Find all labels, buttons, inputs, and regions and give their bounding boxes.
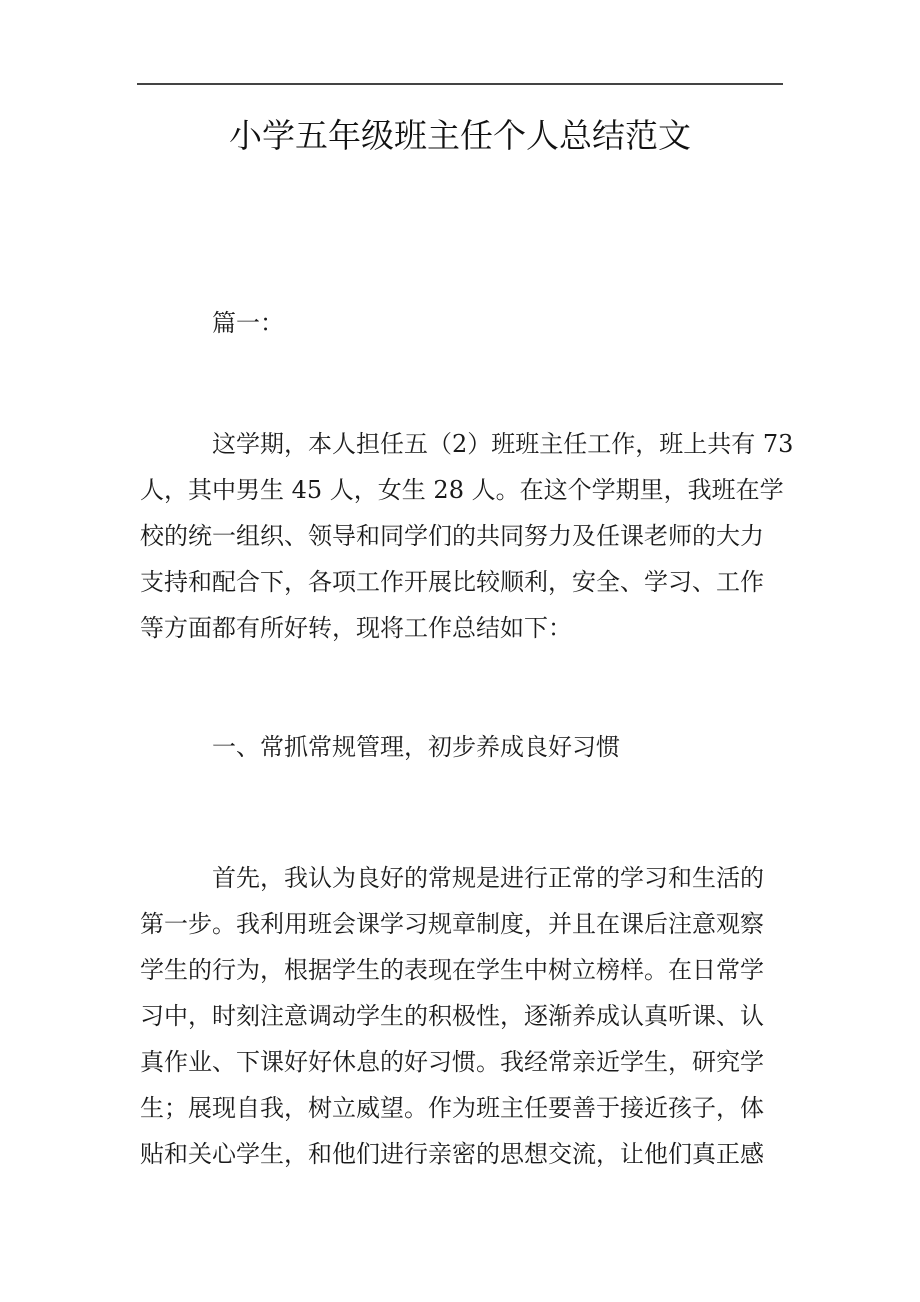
paragraph-line: 贴和关心学生，和他们进行亲密的思想交流，让他们真正感 [140, 1140, 764, 1168]
paragraph-line: 这学期，本人担任五（2）班班主任工作，班上共有 73 [212, 430, 794, 458]
paragraph-line: 真作业、下课好好休息的好习惯。我经常亲近学生，研究学 [140, 1048, 764, 1076]
paragraph-line: 首先，我认为良好的常规是进行正常的学习和生活的 [212, 864, 764, 892]
paragraph-line: 等方面都有所好转，现将工作总结如下： [140, 614, 572, 642]
section-paragraph [140, 855, 805, 1177]
section-heading [140, 724, 805, 770]
part-label [140, 300, 805, 346]
paragraph-line: 习中，时刻注意调动学生的积极性，逐渐养成认真听课、认 [140, 1002, 764, 1030]
part-label-text: 篇一： [212, 309, 284, 337]
document-title: 小学五年级班主任个人总结范文 [229, 116, 691, 155]
section-heading-text: 一、常抓常规管理，初步养成良好习惯 [212, 733, 620, 761]
paragraph-line: 学生的行为，根据学生的表现在学生中树立榜样。在日常学 [140, 956, 764, 984]
paragraph-line: 支持和配合下，各项工作开展比较顺利，安全、学习、工作 [140, 568, 764, 596]
paragraph-line: 第一步。我利用班会课学习规章制度，并且在课后注意观察 [140, 910, 764, 938]
paragraph-line: 生；展现自我，树立威望。作为班主任要善于接近孩子，体 [140, 1094, 764, 1122]
paragraph-line: 校的统一组织、领导和同学们的共同努力及任课老师的大力 [140, 522, 764, 550]
paragraph-line: 人，其中男生 45 人，女生 28 人。在这个学期里，我班在学 [140, 476, 784, 504]
intro-paragraph [140, 421, 805, 651]
header-rule [137, 83, 783, 85]
